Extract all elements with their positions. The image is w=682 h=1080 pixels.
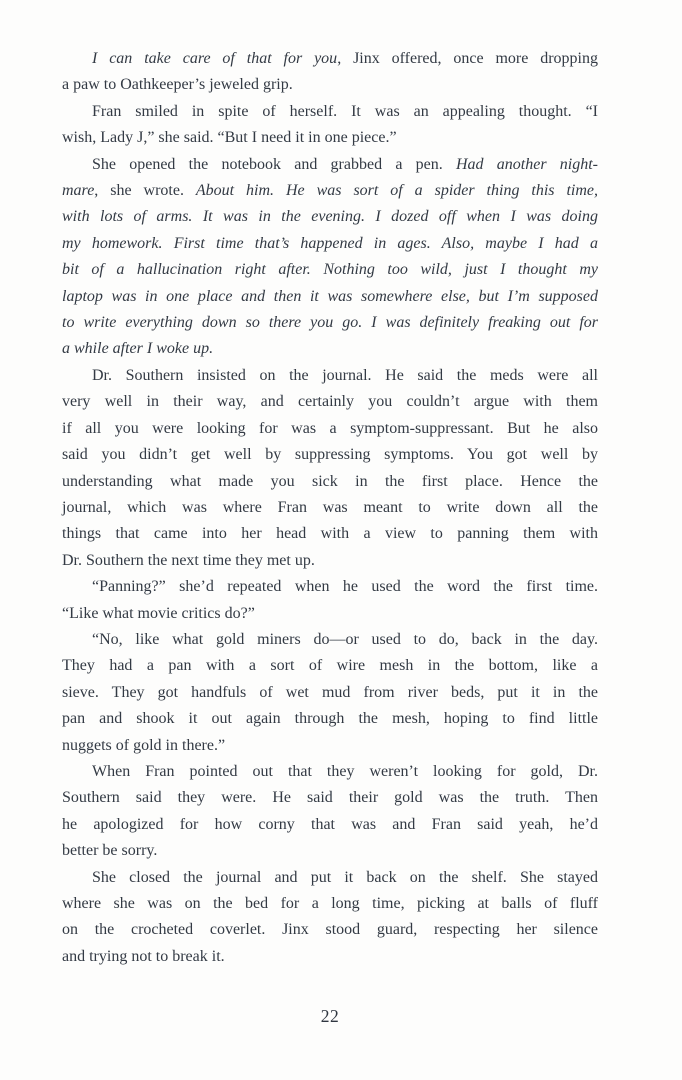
page-text xyxy=(62,46,598,970)
body-text: Fran smiled in spite of herself. It was an appealing thought. “I xyxy=(92,102,598,120)
body-text: , Jinx offered, once more dropping xyxy=(337,50,599,67)
paragraph xyxy=(62,865,598,971)
text-line xyxy=(62,231,598,257)
text-line xyxy=(62,812,598,838)
body-text: She closed the journal and put it back on the shelf. She stayed xyxy=(92,868,598,886)
text-line xyxy=(62,257,598,283)
body-text: understanding what made you sick in the first place. Hence the xyxy=(62,472,598,490)
text-line xyxy=(62,125,598,151)
body-text: When Fran pointed out that they weren’t looking for gold, Dr. xyxy=(92,762,598,780)
body-text: “No, like what gold miners do—or used to do, back in the day. xyxy=(92,630,598,648)
body-text: journal, which was where Fran was meant to write down all the xyxy=(62,498,598,516)
text-line xyxy=(62,574,598,600)
body-text: nuggets of gold in there.” xyxy=(62,736,226,754)
body-text: said you didn’t get well by suppressing symptoms. You got well by xyxy=(62,446,598,464)
body-text: a paw to Oathkeeper’s jeweled grip. xyxy=(62,76,293,94)
paragraph xyxy=(62,152,598,363)
body-text: “Panning?” she’d repeated when he used the word the first time. xyxy=(92,578,598,596)
italic-text: About him. He was sort of a spider thing this time, xyxy=(195,182,598,200)
body-text: things that came into her head with a view to panning them with xyxy=(62,525,598,543)
paragraph xyxy=(62,574,598,627)
body-text: he apologized for how corny that was and Fran said yeah, he’d xyxy=(62,815,598,833)
body-text: Dr. Southern insisted on the journal. He said the meds were all xyxy=(92,366,598,384)
text-line xyxy=(62,785,598,811)
text-line xyxy=(62,152,598,178)
text-line xyxy=(62,521,598,547)
italic-text: with lots of arms. It was in the evening. I dozed off when I was doing xyxy=(62,208,598,226)
italic-text: bit of a hallucination right after. Nothing too wild, just I thought my xyxy=(62,261,598,279)
text-line xyxy=(62,680,598,706)
text-line xyxy=(62,72,598,98)
text-line xyxy=(62,601,598,627)
paragraph xyxy=(62,759,598,865)
paragraph xyxy=(62,627,598,759)
text-line xyxy=(62,416,598,442)
body-text: very well in their way, and certainly you couldn’t argue with them xyxy=(62,393,598,411)
text-line xyxy=(62,838,598,864)
italic-text: I can take care of that for you xyxy=(92,50,338,67)
text-line xyxy=(62,495,598,521)
body-text: Southern said they were. He said their gold was the truth. Then xyxy=(62,789,598,807)
text-line xyxy=(62,204,598,230)
text-line xyxy=(62,310,598,336)
page-number: 22 xyxy=(320,1006,340,1026)
body-text: and trying not to break it. xyxy=(62,947,225,965)
body-text: pan and shook it out again through the mesh, hoping to find little xyxy=(62,710,598,728)
text-line xyxy=(62,627,598,653)
body-text: if all you were looking for was a symptom-suppressant. But he also xyxy=(62,419,598,437)
text-line xyxy=(62,469,598,495)
italic-text: mare xyxy=(62,182,95,200)
italic-text: my homework. First time that’s happened in ages. Also, maybe I had a xyxy=(62,234,598,252)
text-line xyxy=(62,944,598,970)
italic-text: Had another night- xyxy=(455,155,598,173)
italic-text: laptop was in one place and then it was somewhere else, but I’m supposed xyxy=(62,287,598,305)
text-line xyxy=(62,178,598,204)
body-text: She opened the notebook and grabbed a pen. xyxy=(92,155,456,173)
text-line xyxy=(62,46,598,72)
body-text: on the crocheted coverlet. Jinx stood guard, respecting her silence xyxy=(62,921,598,939)
body-text: Dr. Southern the next time they met up. xyxy=(62,551,315,569)
text-line xyxy=(62,363,598,389)
text-line xyxy=(62,653,598,679)
text-line xyxy=(62,733,598,759)
text-line xyxy=(62,99,598,125)
text-line xyxy=(62,917,598,943)
body-text: where she was on the bed for a long time, picking at balls of fluff xyxy=(62,895,598,912)
paragraph xyxy=(62,363,598,574)
text-line xyxy=(62,442,598,468)
body-text: better be sorry. xyxy=(62,842,158,860)
paragraph xyxy=(62,46,598,99)
text-line xyxy=(62,284,598,310)
body-text: wish, Lady J,” she said. “But I need it in one piece.” xyxy=(62,129,397,147)
text-line xyxy=(62,865,598,891)
text-line xyxy=(62,891,598,917)
text-line xyxy=(62,706,598,732)
body-text: They had a pan with a sort of wire mesh in the bottom, like a xyxy=(62,657,598,675)
paragraph xyxy=(62,99,598,152)
italic-text: a while after I woke up. xyxy=(62,340,214,358)
text-line xyxy=(62,336,598,362)
body-text: , she wrote. xyxy=(94,182,196,200)
italic-text: to write everything down so there you go. I was definitely freaking out for xyxy=(62,314,598,332)
text-line xyxy=(62,389,598,415)
body-text: “Like what movie critics do?” xyxy=(62,604,255,622)
text-line xyxy=(62,759,598,785)
text-line xyxy=(62,548,598,574)
body-text: sieve. They got handfuls of wet mud from river beds, put it in the xyxy=(62,683,598,701)
